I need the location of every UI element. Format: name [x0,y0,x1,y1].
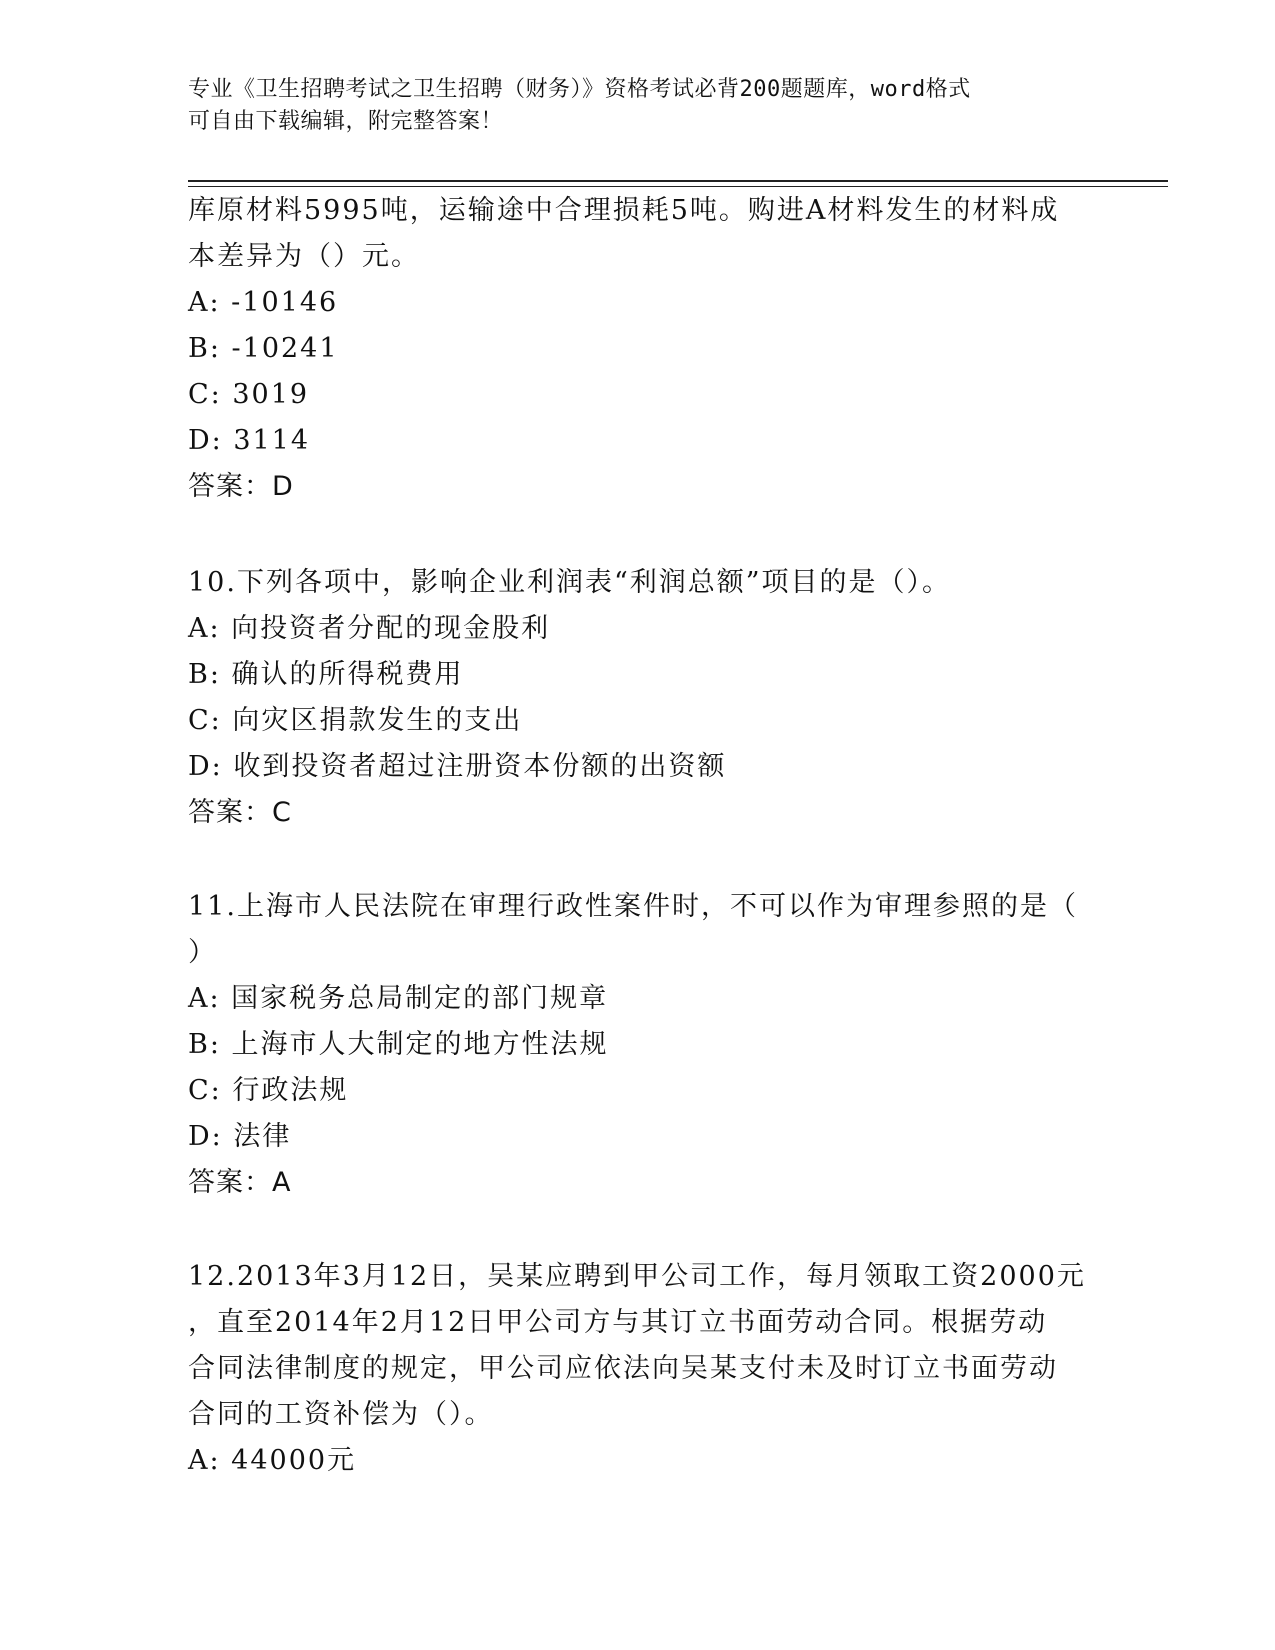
answer-text: 答案：D [188,471,294,502]
question-11 [188,884,1088,1206]
document-header [188,74,1088,138]
option-c: C: 向灾区捐款发生的支出 [188,705,523,736]
spacer [188,1206,1088,1254]
option-d: D: 法律 [188,1121,292,1152]
option-a: A: 向投资者分配的现金股利 [188,613,551,644]
option-b: B: 上海市人大制定的地方性法规 [188,1029,609,1060]
header-title-line-1: 专业《卫生招聘考试之卫生招聘（财务）》资格考试必背200题题库，word格式 [188,77,971,102]
option-d: D: 收到投资者超过注册资本份额的出资额 [188,751,727,782]
question-12 [188,1254,1088,1484]
question-text: ） [188,937,217,968]
option-b: B: -10241 [188,333,339,364]
question-text: ，直至2014年2月12日甲公司方与其订立书面劳动合同。根据劳动 [188,1307,1048,1338]
question-10 [188,560,1088,836]
option-a: A: 国家税务总局制定的部门规章 [188,983,609,1014]
question-9 [188,188,1088,510]
header-divider-thin [188,186,1168,187]
question-text: 12.2013年3月12日，吴某应聘到甲公司工作，每月领取工资2000元 [188,1261,1086,1292]
option-a: A: -10146 [188,287,339,318]
answer-text: 答案：A [188,1167,292,1198]
option-b: B: 确认的所得税费用 [188,659,464,690]
header-title-line-2: 可自由下载编辑，附完整答案！ [188,109,504,134]
spacer [188,836,1088,884]
question-text: 库原材料5995吨，运输途中合理损耗5吨。购进A材料发生的材料成 [188,195,1060,226]
question-text: 11.上海市人民法院在审理行政性案件时，不可以作为审理参照的是（ [188,891,1078,922]
question-text: 合同法律制度的规定，甲公司应依法向吴某支付未及时订立书面劳动 [188,1353,1058,1384]
option-a: A: 44000元 [188,1445,357,1476]
header-divider-thick [188,180,1168,182]
answer-text: 答案：C [188,797,292,828]
option-c: C: 行政法规 [188,1075,349,1106]
question-content [188,188,1088,1484]
option-d: D: 3114 [188,425,311,456]
option-c: C: 3019 [188,379,310,410]
spacer [188,510,1088,560]
question-text: 合同的工资补偿为（）。 [188,1399,494,1430]
question-text: 本差异为（）元。 [188,241,420,272]
question-text: 10.下列各项中，影响企业利润表“利润总额”项目的是（）。 [188,567,952,598]
